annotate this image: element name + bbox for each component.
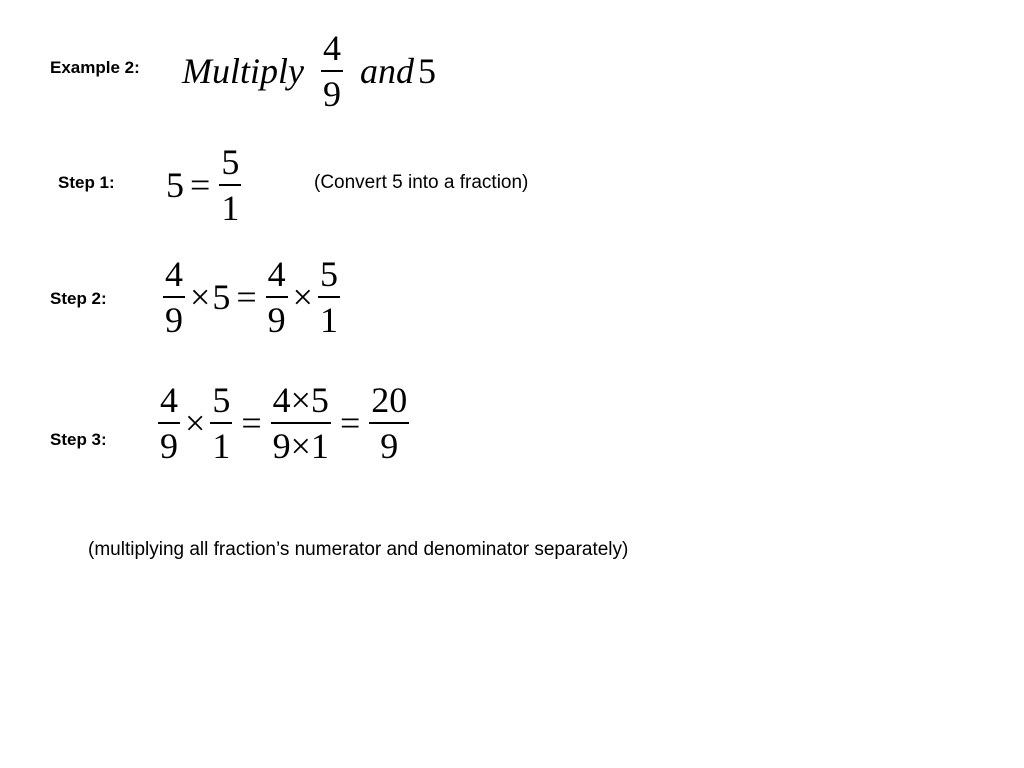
- numerator: 4: [266, 256, 288, 298]
- numerator: 5: [318, 256, 340, 298]
- whole-number: 5: [417, 51, 436, 91]
- step3-label: Step 3:: [50, 430, 107, 449]
- denominator: 1: [221, 188, 240, 228]
- times-sign: ×: [292, 277, 313, 317]
- numerator: 5: [219, 144, 241, 186]
- lhs-number: 5: [166, 165, 184, 205]
- equals-sign: =: [339, 403, 361, 443]
- fraction-four-ninths: [321, 30, 343, 112]
- step3-expression: [155, 382, 412, 464]
- times-sign: ×: [185, 403, 206, 443]
- fraction-five-over-one: [318, 256, 340, 338]
- denominator: 9: [160, 426, 178, 466]
- fraction-product-form: [271, 382, 331, 464]
- denominator: 9: [322, 74, 341, 114]
- equals-sign: =: [241, 403, 262, 443]
- denominator: 1: [319, 300, 338, 340]
- fraction-four-ninths: [266, 256, 288, 338]
- step1-label: Step 1:: [58, 173, 115, 192]
- numerator: 5: [210, 382, 232, 424]
- denominator: 9: [165, 300, 183, 340]
- step2-expression: [160, 256, 343, 338]
- numerator: 4: [158, 382, 180, 424]
- step1-expression: [166, 144, 244, 226]
- fraction-four-ninths: [163, 256, 185, 338]
- example-label: Example 2:: [50, 58, 140, 77]
- numerator: 20: [369, 382, 409, 424]
- denominator: 9: [380, 426, 399, 466]
- numerator: 4: [163, 256, 185, 298]
- denominator: 1: [212, 426, 231, 466]
- numerator: 4: [321, 30, 343, 72]
- example-expression: [182, 30, 436, 112]
- step2-label: Step 2:: [50, 289, 107, 308]
- fraction-four-ninths: [158, 382, 180, 464]
- fraction-five-over-one: [210, 382, 232, 464]
- equals-sign: =: [190, 165, 211, 205]
- word-multiply: Multiply: [182, 51, 304, 91]
- step1-note: (Convert 5 into a fraction): [314, 172, 529, 193]
- denominator: 9: [267, 300, 286, 340]
- numerator: 4×5: [271, 382, 331, 424]
- word-and: and: [359, 51, 414, 91]
- fraction-result: [369, 382, 409, 464]
- footnote: (multiplying all fraction’s numerator and denominator separately): [88, 539, 629, 560]
- fraction-five-over-one: [219, 144, 241, 226]
- equals-sign: =: [236, 277, 257, 317]
- times-sign: ×: [190, 277, 211, 317]
- denominator: 9×1: [272, 426, 329, 466]
- whole-number: 5: [212, 277, 231, 317]
